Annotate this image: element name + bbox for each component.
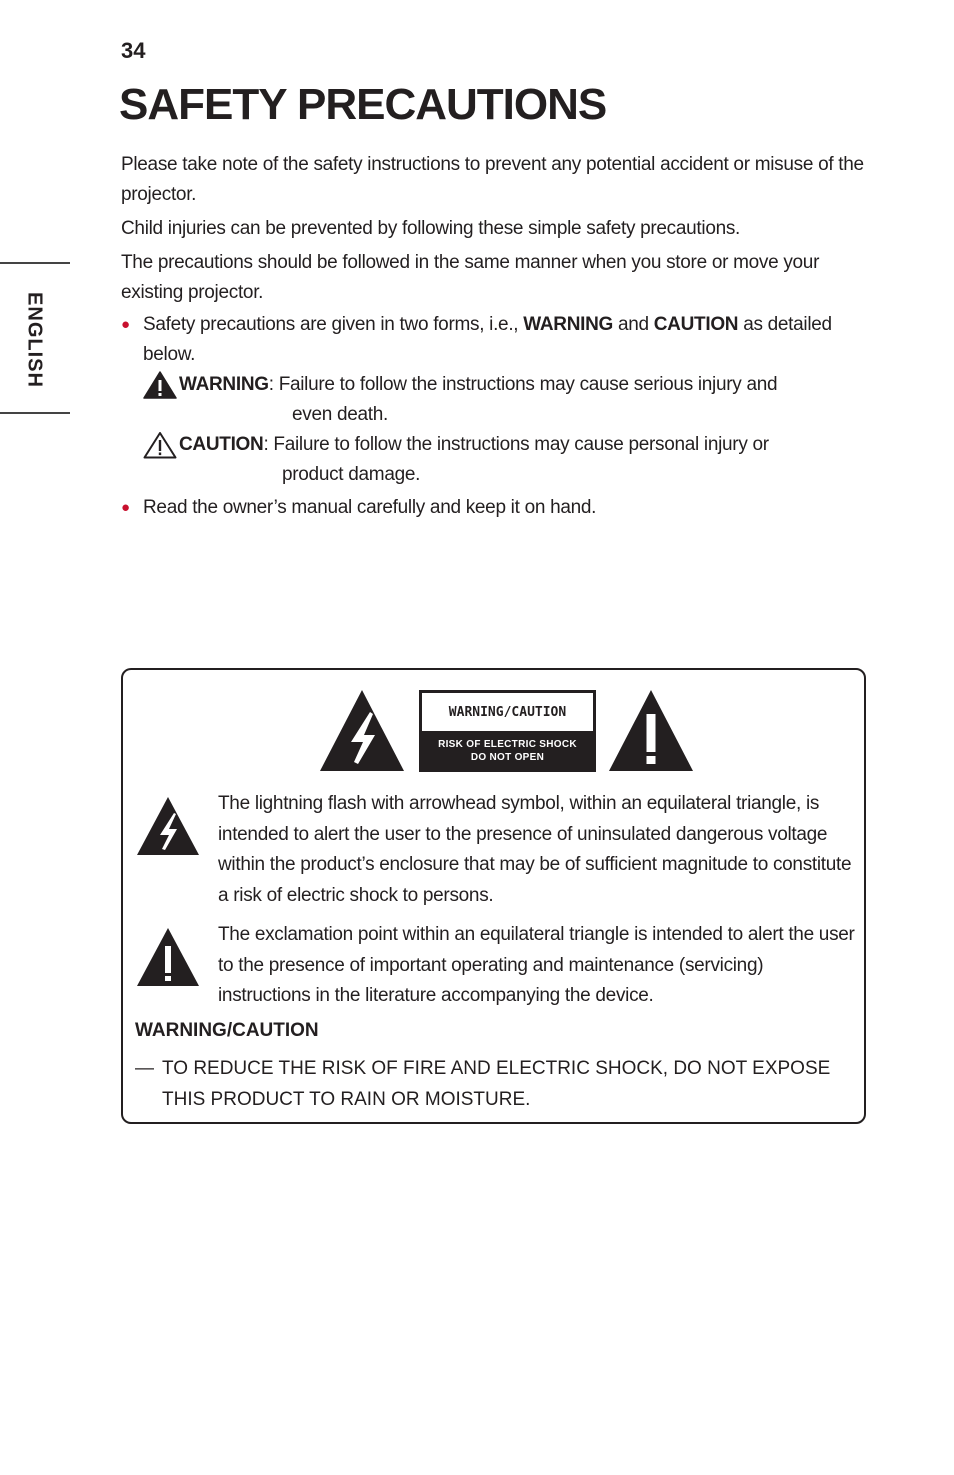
warning-note-desc: : Failure to follow the instructions may cause serious injury and (268, 374, 778, 395)
warning-note (143, 370, 866, 430)
bullet1-suffix: as detailed below. (143, 314, 832, 365)
warning-note-desc-cont: even death. (292, 404, 389, 425)
intro-section (121, 150, 866, 312)
label-bottom-line-2: DO NOT OPEN (470, 752, 545, 763)
label-bottom-text (419, 738, 596, 764)
filled-warning-triangle-icon (143, 370, 179, 400)
side-tab-label: ENGLISH (23, 292, 46, 388)
warning-note-term: WARNING (179, 374, 269, 395)
intro-paragraph-1: Please take note of the safety instructions to prevent any potential accident or misuse of the projector. (121, 154, 864, 205)
warning-caution-label (419, 690, 596, 772)
bullet2-text: Read the owner’s manual carefully and keep it on hand. (143, 497, 597, 518)
outline-caution-triangle-icon (143, 430, 179, 460)
label-top-text: WARNING/CAUTION (422, 693, 593, 731)
bullet1-warning-term: WARNING (523, 314, 613, 335)
box-warning-heading: WARNING/CAUTION (135, 1020, 319, 1041)
exclamation-triangle-icon (607, 688, 695, 773)
caution-note-term: CAUTION (179, 434, 264, 455)
lightning-triangle-icon (135, 795, 201, 857)
lightning-triangle-icon (318, 688, 406, 773)
intro-paragraph-3: The precautions should be followed in the same manner when you store or move your existing projector. (121, 252, 820, 303)
bullet-dot-icon: ● (121, 499, 130, 516)
bullet-list (121, 310, 866, 523)
lightning-symbol-description: The lightning flash with arrowhead symbol, within an equilateral triangle, is intended to alert the user to the presence of uninsulated dangerous voltage within the product’s enclosure that may be of sufficient magnitude to constitute a risk of electric shock to persons. (218, 793, 852, 906)
bullet-item-forms (121, 310, 866, 370)
page-title: SAFETY PRECAUTIONS (119, 80, 607, 129)
bullet1-caution-term: CAUTION (653, 314, 739, 335)
bullet-item-manual (121, 493, 866, 523)
label-bottom-line-1: RISK OF ELECTRIC SHOCK (438, 739, 577, 750)
side-language-tab (0, 262, 70, 414)
bullet-dot-icon: ● (121, 316, 130, 333)
caution-note-desc: : Failure to follow the instructions may cause personal injury or (263, 434, 769, 455)
intro-paragraph-2: Child injuries can be prevented by following these simple safety precautions. (121, 218, 741, 239)
exclamation-triangle-icon (135, 926, 201, 988)
dash-glyph: — (135, 1058, 154, 1079)
caution-note (143, 430, 866, 490)
page-number: 34 (121, 38, 146, 63)
bullet1-and: and (613, 314, 654, 335)
bullet1-prefix: Safety precautions are given in two forms, i.e., (143, 314, 524, 335)
safety-symbols-box (121, 668, 866, 1124)
exclamation-symbol-description: The exclamation point within an equilateral triangle is intended to alert the user to the presence of important operating and maintenance (servicing) instructions in the literature accompanying the device. (218, 924, 855, 1006)
caution-note-desc-cont: product damage. (282, 464, 421, 485)
box-warning-text: TO REDUCE THE RISK OF FIRE AND ELECTRIC SHOCK, DO NOT EXPOSE THIS PRODUCT TO RAIN OR MOISTURE. (162, 1058, 831, 1110)
